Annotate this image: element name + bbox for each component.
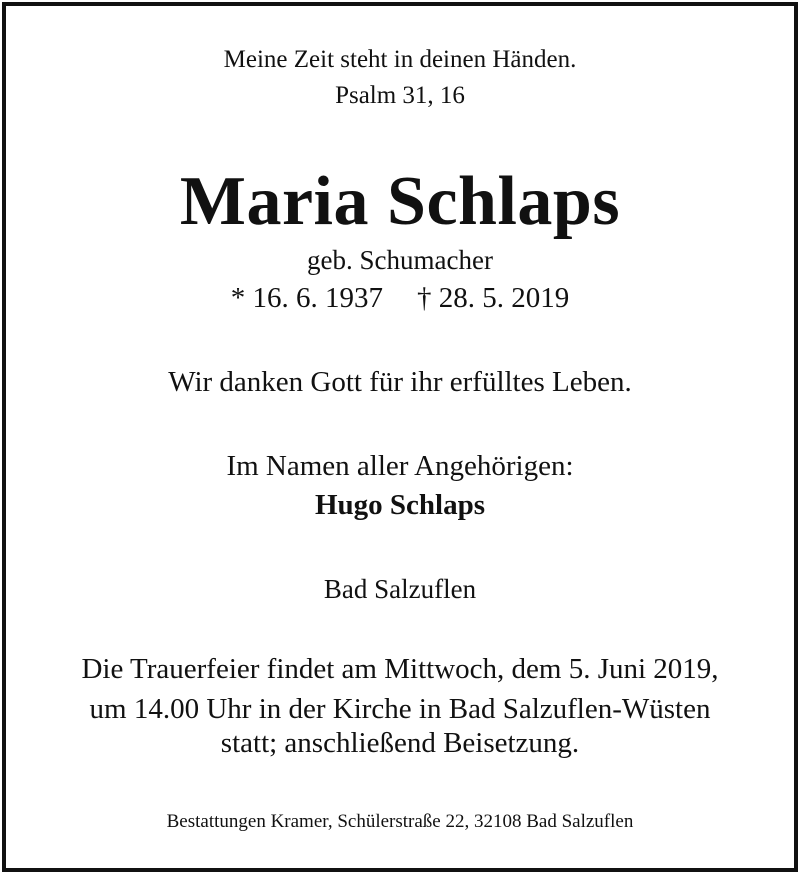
service-line-1: Die Trauerfeier findet am Mittwoch, dem 5. Juni 2019, — [81, 653, 719, 685]
thanks-line: Wir danken Gott für ihr erfülltes Leben. — [168, 366, 632, 398]
death-date: † 28. 5. 2019 — [417, 282, 570, 314]
maiden-name: geb. Schumacher — [307, 245, 493, 275]
signer-name: Hugo Schlaps — [314, 489, 486, 521]
deceased-name: Maria Schlaps — [179, 163, 621, 240]
service-line-3: statt; anschließend Beisetzung. — [220, 727, 580, 759]
birth-date: * 16. 6. 1937 — [230, 282, 383, 314]
service-line-2: um 14.00 Uhr in der Kirche in Bad Salzuflen-Wüsten — [89, 693, 711, 725]
undertaker-info: Bestattungen Kramer, Schülerstraße 22, 32108 Bad Salzuflen — [166, 811, 634, 832]
family-intro: Im Namen aller Angehörigen: — [226, 450, 574, 482]
bible-verse: Meine Zeit steht in deinen Händen. — [223, 46, 577, 73]
verse-reference: Psalm 31, 16 — [335, 82, 465, 109]
place-name: Bad Salzuflen — [323, 574, 477, 604]
life-dates — [0, 284, 800, 313]
